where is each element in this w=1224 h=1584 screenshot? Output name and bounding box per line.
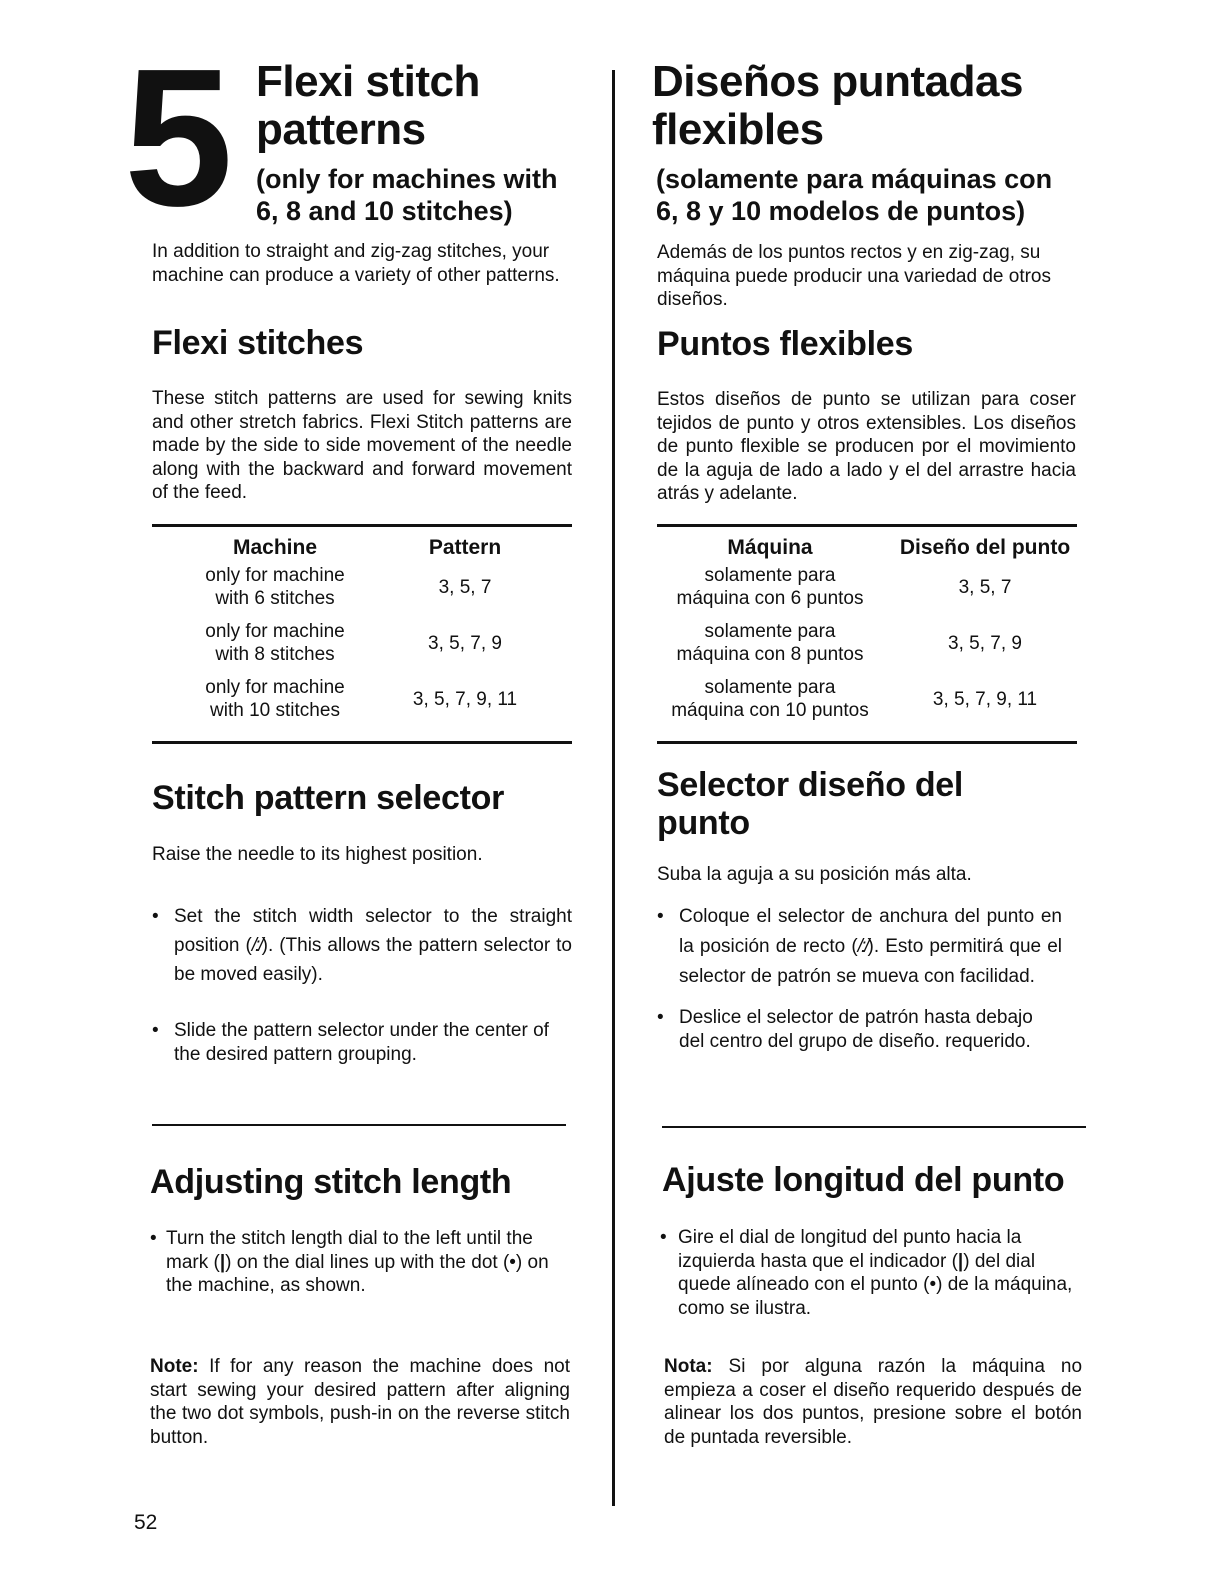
note-label: Note:	[150, 1356, 199, 1377]
table-row	[655, 620, 1085, 676]
length-bullets-es	[660, 1226, 1080, 1320]
selector-bullets-es	[657, 902, 1062, 1054]
dial-mark-icon: |	[219, 1251, 226, 1273]
table-header-machine: Machine	[232, 536, 318, 559]
selector-heading-es-line2: punto	[657, 804, 750, 842]
page-subtitle-es-line1: (solamente para máquinas con	[656, 164, 1053, 194]
selector-intro-es: Suba la aguja a su posición más alta.	[657, 864, 972, 885]
length-bullets	[150, 1227, 560, 1298]
table-bottom-rule-es	[657, 741, 1077, 744]
table-cell-pattern: 3, 5, 7, 9, 11	[932, 688, 1038, 710]
page-subtitle-line1: (only for machines with	[256, 164, 558, 194]
table-cell-pattern: 3, 5, 7, 9	[428, 632, 502, 654]
note-paragraph-es	[664, 1355, 1082, 1449]
bullet-icon: •	[152, 906, 159, 927]
selector-heading-es-line1: Selector diseño del	[657, 766, 964, 804]
length-heading-es: Ajuste longitud del punto	[662, 1161, 1065, 1199]
selector-heading: Stitch pattern selector	[152, 779, 505, 817]
table-row	[180, 564, 560, 620]
table-cell-machine: solamente para máquina con 8 puntos	[676, 621, 864, 665]
flexi-stitches-heading-es: Puntos flexibles	[657, 325, 913, 363]
table-header-pattern: Pattern	[428, 536, 502, 559]
list-item: • Gire el dial de longitud del punto hacia la izquierda hasta que el indicador (|) del dial quede alíneado con el punto (•) de la máquina, como se ilustra.	[660, 1227, 1073, 1319]
table-header-row	[655, 536, 1085, 564]
table-row	[655, 676, 1085, 732]
list-item: • Slide the pattern selector under the center of the desired pattern grouping.	[152, 1020, 549, 1065]
table-cell-pattern: 3, 5, 7, 9, 11	[412, 688, 518, 710]
page-title-es	[652, 58, 1092, 154]
dial-mark-icon: |	[957, 1250, 964, 1272]
page-title-es-line2: flexibles	[652, 105, 824, 154]
table-cell-machine: only for machine with 8 stitches	[205, 621, 345, 665]
list-item: • Deslice el selector de patrón hasta debajo del centro del grupo de diseño. requerido.	[657, 1007, 1033, 1052]
flexi-stitches-heading: Flexi stitches	[152, 324, 364, 362]
selector-intro: Raise the needle to its highest position.	[152, 844, 483, 865]
table-cell-pattern: 3, 5, 7, 9	[948, 632, 1022, 654]
straight-stitch-icon: /:/	[251, 935, 262, 956]
table-top-rule-es	[657, 524, 1077, 527]
table-header-row	[180, 536, 560, 564]
page-subtitle-es	[656, 163, 1096, 227]
list-item: • Set the stitch width selector to the straight position (/:/). (This allows the pattern selector to be moved easily).	[152, 902, 572, 989]
intro-paragraph-es: Además de los puntos rectos y en zig-zag, su máquina puede producir una variedad de otros diseños.	[657, 242, 1051, 310]
bullet-icon: •	[657, 1007, 664, 1028]
dot-icon: •	[509, 1251, 516, 1273]
selector-heading-es	[657, 766, 1077, 842]
dot-icon: •	[929, 1274, 937, 1295]
table-cell-machine: only for machine with 6 stitches	[205, 565, 345, 609]
note-label-es: Nota:	[664, 1356, 713, 1377]
note-text-es: Si por alguna razón la máquina no empieza a coser el diseño requerido después de alinear los dos puntos, presione sobre el botón de puntada reversible.	[664, 1356, 1083, 1448]
pattern-table	[180, 536, 560, 732]
note-text: If for any reason the machine does not start sewing your desired pattern after aligning the two dot symbols, push-in on the reverse stitch button.	[150, 1356, 570, 1448]
bullet-icon: •	[657, 906, 664, 927]
pattern-table-es	[655, 536, 1085, 732]
bullet-icon: •	[152, 1020, 159, 1041]
list-item: • Coloque el selector de anchura del punto en la posición de recto (/:/). Esto permitirá que el selector de patrón se mueva con facilidad.	[657, 902, 1062, 992]
list-item: • Turn the stitch length dial to the left until the mark (|) on the dial lines up with the dot (•) on the machine, as shown.	[150, 1228, 549, 1296]
straight-stitch-icon: /:/	[857, 936, 868, 957]
table-cell-machine: only for machine with 10 stitches	[205, 677, 345, 721]
page-title	[256, 58, 596, 154]
section-divider-es	[662, 1126, 1086, 1128]
bullet-icon: •	[660, 1227, 667, 1248]
page-title-line1: Flexi stitch	[256, 57, 480, 106]
page-subtitle-line2: 6, 8 and 10 stitches)	[256, 196, 513, 226]
note-paragraph	[150, 1355, 570, 1449]
flexi-stitches-paragraph-es: Estos diseños de punto se utilizan para coser tejidos de punto y otros extensibles. Los diseños de punto flexible se producen por el movimiento de la aguja de lado a lado y el del arrastre hacia atrás y adelante.	[657, 389, 1076, 504]
table-row	[180, 620, 560, 676]
table-header-machine: Máquina	[727, 536, 813, 559]
flexi-stitches-paragraph: These stitch patterns are used for sewing knits and other stretch fabrics. Flexi Stitch patterns are made by the side to side movement of the needle along with the backward and forward movement of the feed.	[152, 388, 572, 503]
bullet-icon: •	[150, 1228, 157, 1249]
table-row	[180, 676, 560, 732]
section-divider	[152, 1124, 566, 1126]
table-cell-pattern: 3, 5, 7	[438, 576, 492, 598]
length-heading: Adjusting stitch length	[150, 1163, 512, 1201]
table-top-rule	[152, 524, 572, 527]
chapter-number: 5	[124, 28, 228, 247]
page-subtitle	[256, 163, 596, 227]
table-header-pattern: Diseño del punto	[899, 536, 1071, 559]
table-cell-pattern: 3, 5, 7	[958, 576, 1012, 598]
page-title-line2: patterns	[256, 105, 426, 154]
column-divider	[612, 70, 615, 1506]
table-row	[655, 564, 1085, 620]
table-bottom-rule	[152, 741, 572, 744]
page-subtitle-es-line2: 6, 8 y 10 modelos de puntos)	[656, 196, 1026, 226]
selector-bullets	[152, 902, 572, 1067]
page-title-es-line1: Diseños puntadas	[652, 57, 1023, 106]
table-cell-machine: solamente para máquina con 10 puntos	[671, 677, 869, 721]
page-number: 52	[134, 1511, 158, 1534]
intro-paragraph: In addition to straight and zig-zag stitches, your machine can produce a variety of other patterns.	[152, 241, 560, 286]
table-cell-machine: solamente para máquina con 6 puntos	[676, 565, 864, 609]
